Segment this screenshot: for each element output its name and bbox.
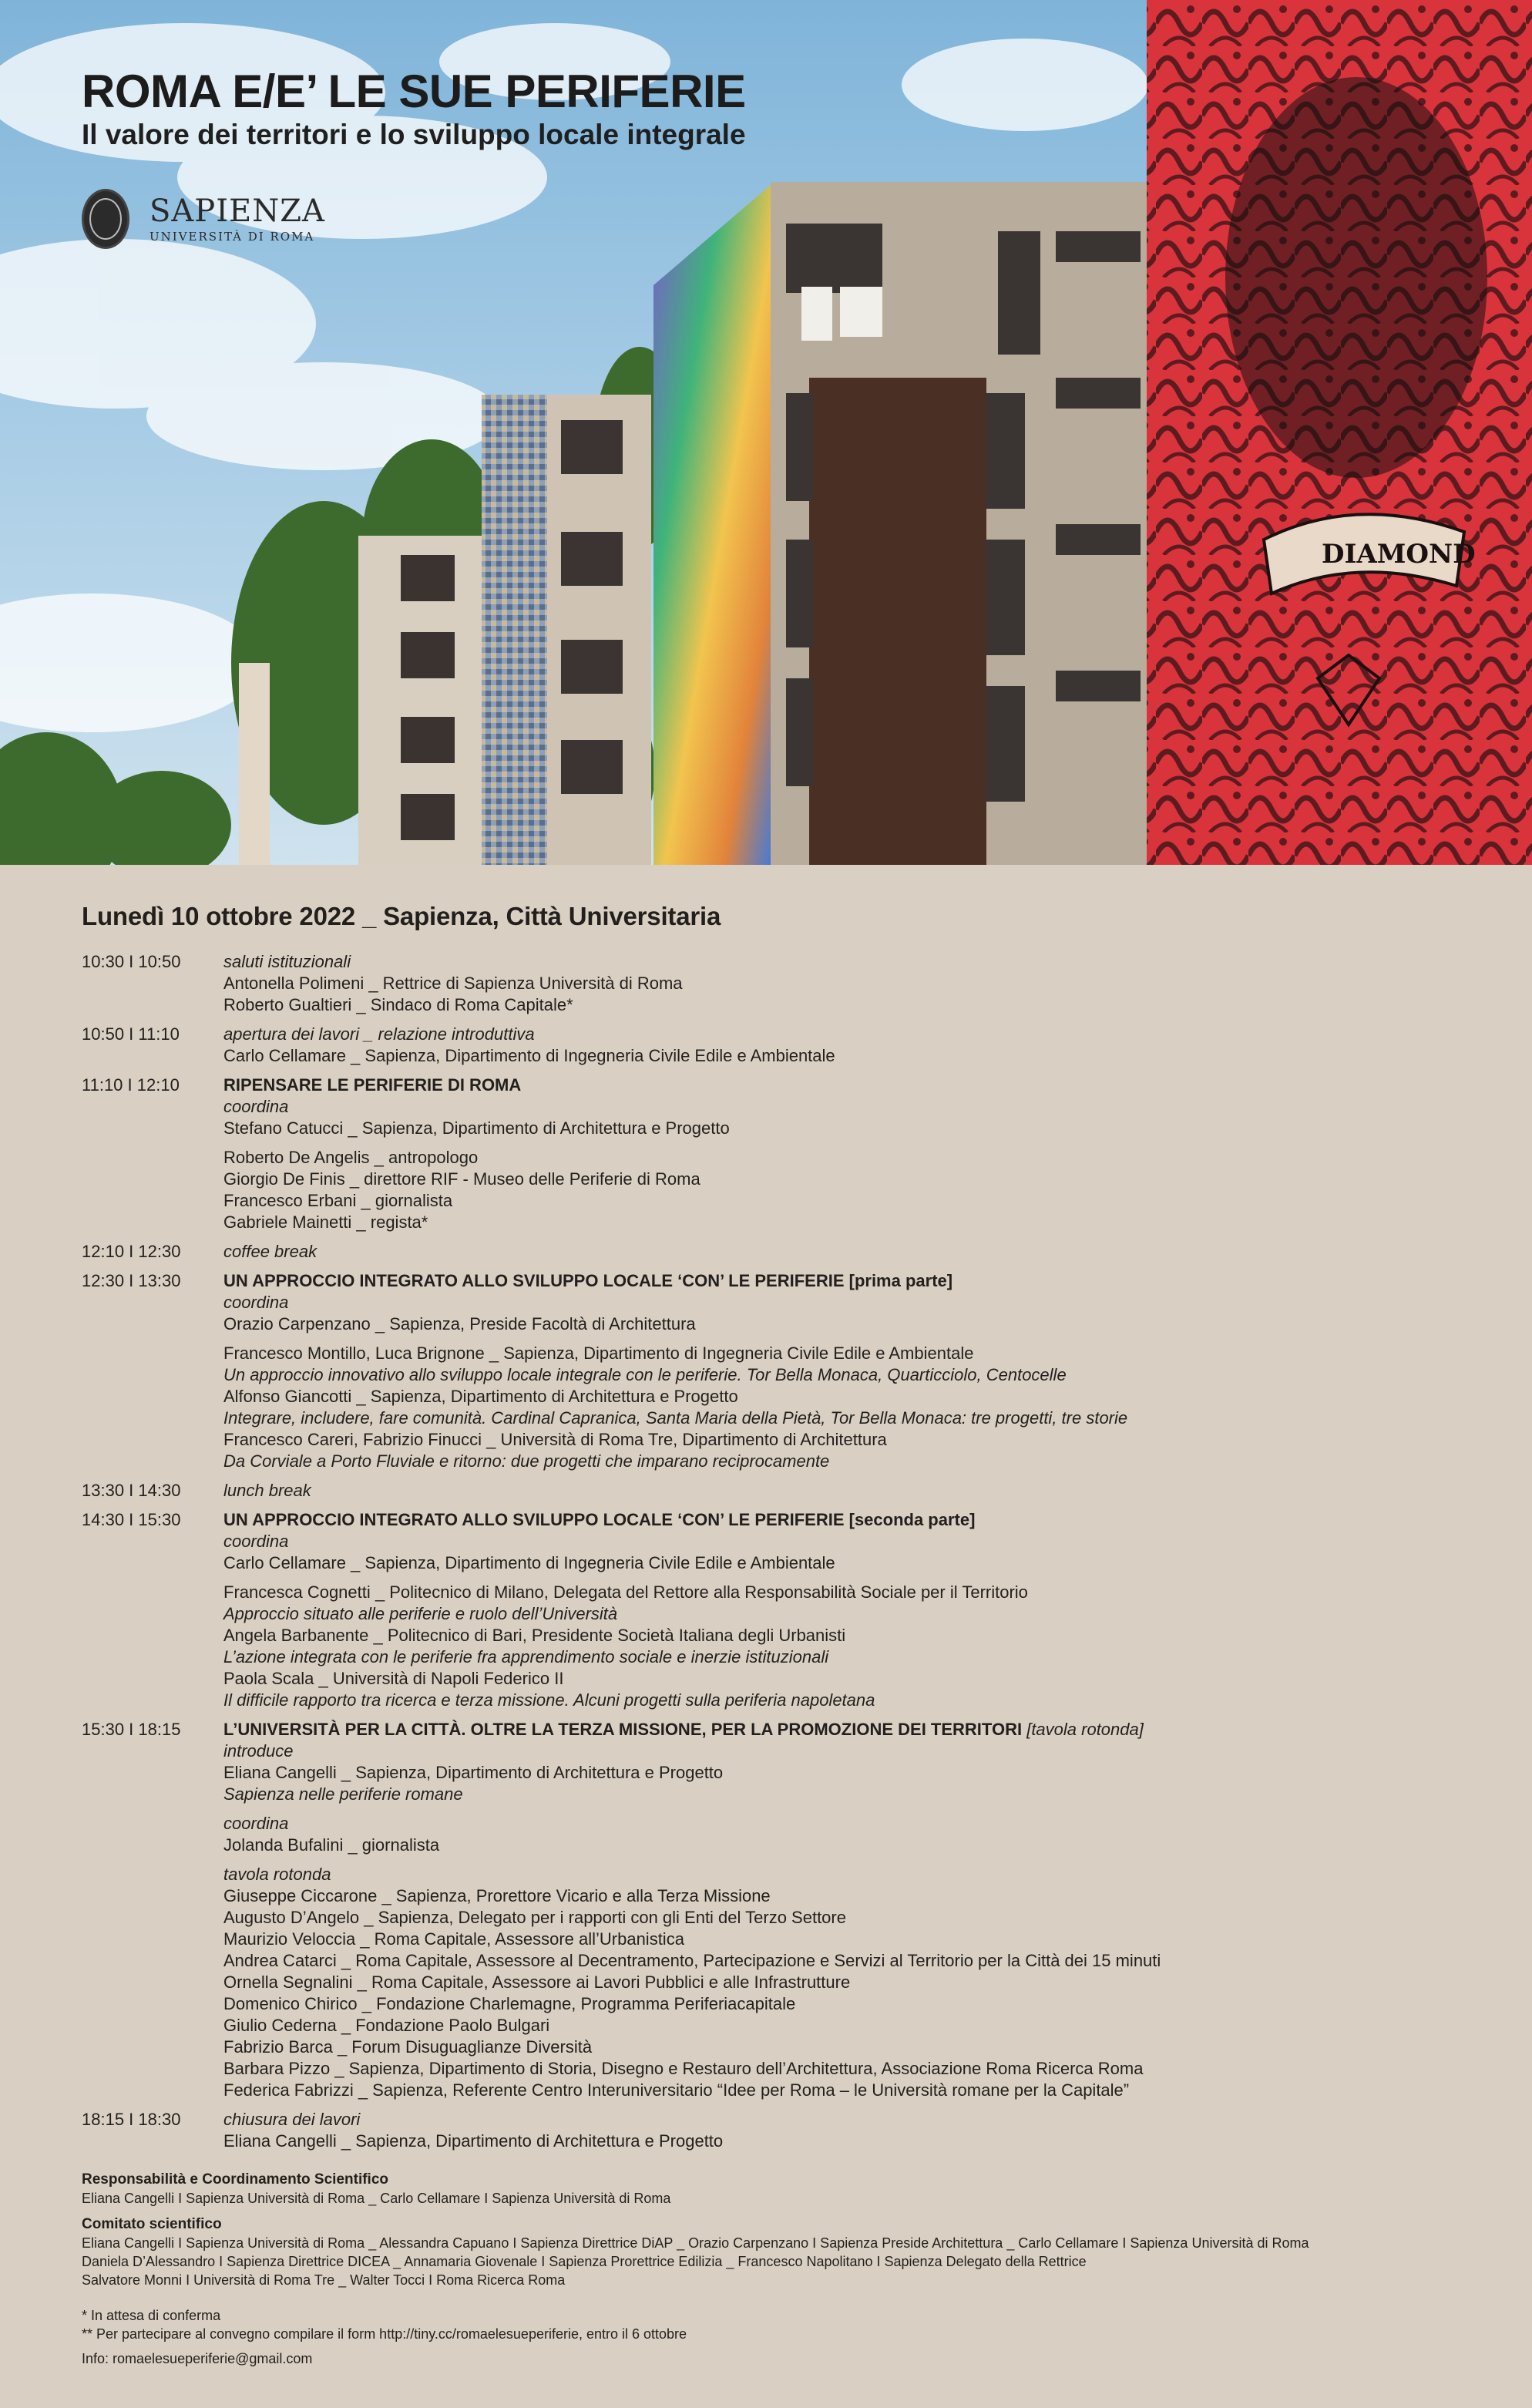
session: [82, 1075, 1500, 1233]
speaker: Carlo Cellamare _ Sapienza, Dipartimento di Ingegneria Civile Edile e Ambientale: [223, 1553, 835, 1572]
speaker: Barbara Pizzo _ Sapienza, Dipartimento di Storia, Disegno e Restauro dell’Architettura, Associazione Roma Ricerca Roma: [223, 2059, 1144, 2078]
session-time: 13:30 I 14:30: [82, 1481, 181, 1500]
speaker: Roberto De Angelis _ antropologo: [223, 1148, 479, 1167]
page-subtitle: Il valore dei territori e lo sviluppo locale integrale: [82, 119, 746, 150]
speaker: Antonella Polimeni _ Rettrice di Sapienza Università di Roma: [223, 974, 683, 993]
committee-line: Eliana Cangelli I Sapienza Università di Roma _ Alessandra Capuano I Sapienza Direttrice DiAP _ Orazio Carpenzano I Sapienza Preside Architettura _ Carlo Cellamare I Sapienza Università di Roma: [82, 2235, 1309, 2251]
speaker: Francesca Cognetti _ Politecnico di Milano, Delegata del Rettore alla Responsabilità Sociale per il Territorio: [223, 1582, 1028, 1602]
university-seal-icon: [82, 189, 129, 249]
speaker: Gabriele Mainetti _ regista*: [223, 1212, 428, 1232]
responsibility-line: Eliana Cangelli I Sapienza Università di Roma _ Carlo Cellamare I Sapienza Università di Roma: [82, 2191, 671, 2206]
logo-subtitle: UNIVERSITÀ DI ROMA: [150, 229, 315, 244]
speaker: Augusto D’Angelo _ Sapienza, Delegato per i rapporti con gli Enti del Terzo Settore: [223, 1908, 846, 1927]
speaker: Jolanda Bufalini _ giornalista: [223, 1835, 440, 1855]
session-heading-text: L’UNIVERSITÀ PER LA CITTÀ. OLTRE LA TERZA MISSIONE, PER LA PROMOZIONE DEI TERRITORI: [223, 1720, 1023, 1739]
session-time: 14:30 I 15:30: [82, 1510, 181, 1529]
session-heading: UN APPROCCIO INTEGRATO ALLO SVILUPPO LOCALE ‘CON’ LE PERIFERIE [seconda parte]: [223, 1510, 976, 1529]
speaker: Francesco Montillo, Luca Brignone _ Sapienza, Dipartimento di Ingegneria Civile Edile e Ambientale: [223, 1344, 974, 1363]
talk-title: Da Corviale a Porto Fluviale e ritorno: due progetti che imparano reciprocamente: [223, 1451, 830, 1471]
speaker: Giuseppe Ciccarone _ Sapienza, Prorettore Vicario e alla Terza Missione: [223, 1886, 771, 1905]
hero-photo: [0, 0, 1532, 865]
session-role: introduce: [223, 1741, 294, 1761]
contact-email: Info: romaelesueperiferie@gmail.com: [82, 2351, 313, 2366]
responsibility-heading: Responsabilità e Coordinamento Scientifico: [82, 2171, 389, 2188]
session-role: chiusura dei lavori: [223, 2110, 361, 2129]
sapienza-logo: [82, 187, 325, 251]
session: [82, 1719, 1500, 2101]
event-date: Lunedì 10 ottobre 2022 _ Sapienza, Città Universitaria: [82, 902, 721, 930]
page-title: ROMA E/E’ LE SUE PERIFERIE: [82, 66, 746, 117]
session-heading-format: [tavola rotonda]: [1026, 1720, 1144, 1739]
session: [82, 1270, 1500, 1472]
speaker: Alfonso Giancotti _ Sapienza, Dipartimento di Architettura e Progetto: [223, 1387, 738, 1406]
speaker: Eliana Cangelli _ Sapienza, Dipartimento di Architettura e Progetto: [223, 2131, 724, 2151]
session-heading: [223, 1719, 1500, 1740]
session-role: apertura dei lavori _ relazione introduttiva: [223, 1024, 535, 1044]
speaker: Stefano Catucci _ Sapienza, Dipartimento di Architettura e Progetto: [223, 1118, 730, 1138]
speaker: Carlo Cellamare _ Sapienza, Dipartimento di Ingegneria Civile Edile e Ambientale: [223, 1046, 835, 1065]
speaker: Domenico Chirico _ Fondazione Charlemagne, Programma Periferiacapitale: [223, 1994, 796, 2013]
session-role: saluti istituzionali: [223, 952, 351, 971]
speaker: Francesco Careri, Fabrizio Finucci _ Università di Roma Tre, Dipartimento di Architettura: [223, 1430, 887, 1449]
talk-title: L’azione integrata con le periferie fra apprendimento sociale e inerzie istituzionali: [223, 1647, 829, 1666]
speaker: Federica Fabrizzi _ Sapienza, Referente Centro Interuniversitario “Idee per Roma – le Università romane per la Capitale”: [223, 2080, 1130, 2100]
speaker: Eliana Cangelli _ Sapienza, Dipartimento di Architettura e Progetto: [223, 1763, 724, 1782]
speaker: Orazio Carpenzano _ Sapienza, Preside Facoltà di Architettura: [223, 1314, 696, 1333]
speaker: Andrea Catarci _ Roma Capitale, Assessore al Decentramento, Partecipazione e Servizi al Territorio per la Città dei 15 minuti: [223, 1951, 1161, 1970]
session: [82, 2109, 1500, 2152]
speaker: Angela Barbanente _ Politecnico di Bari, Presidente Società Italiana degli Urbanisti: [223, 1626, 846, 1645]
session-time: 10:50 I 11:10: [82, 1024, 180, 1044]
speaker: Giulio Cederna _ Fondazione Paolo Bulgari: [223, 2016, 550, 2035]
footer: [82, 2171, 1515, 2368]
speaker: Francesco Erbani _ giornalista: [223, 1191, 453, 1210]
speaker: Giorgio De Finis _ direttore RIF - Museo delle Periferie di Roma: [223, 1169, 700, 1189]
session-heading: RIPENSARE LE PERIFERIE DI ROMA: [223, 1075, 522, 1095]
program: [82, 902, 1500, 2160]
talk-title: Approccio situato alle periferie e ruolo dell’Università: [223, 1604, 618, 1623]
session-role: coordina: [223, 1097, 289, 1116]
session-heading: UN APPROCCIO INTEGRATO ALLO SVILUPPO LOCALE ‘CON’ LE PERIFERIE [prima parte]: [223, 1271, 953, 1290]
speaker: Maurizio Veloccia _ Roma Capitale, Assessore all’Urbanistica: [223, 1929, 684, 1949]
session-time: 12:10 I 12:30: [82, 1242, 181, 1261]
session-time: 18:15 I 18:30: [82, 2110, 181, 2129]
session-role: coordina: [223, 1532, 289, 1551]
speaker: Roberto Gualtieri _ Sindaco di Roma Capitale*: [223, 995, 573, 1014]
session: [82, 1024, 1500, 1067]
committee-line: Daniela D’Alessandro I Sapienza Direttrice DICEA _ Annamaria Giovenale I Sapienza Prorettrice Edilizia _ Francesco Napolitano I Sapienza Delegato della Rettrice: [82, 2254, 1087, 2269]
session-role: tavola rotonda: [223, 1865, 331, 1884]
session-time: 12:30 I 13:30: [82, 1271, 181, 1290]
session-time: 15:30 I 18:15: [82, 1720, 181, 1739]
session: [82, 1241, 1500, 1263]
talk-title: Un approccio innovativo allo sviluppo locale integrale con le periferie. Tor Bella Monaca, Quarticciolo, Centocelle: [223, 1365, 1067, 1384]
speaker: Fabrizio Barca _ Forum Disuguaglianze Diversità: [223, 2037, 593, 2057]
footnote-registration: ** Per partecipare al convegno compilare il form http://tiny.cc/romaelesueperiferie, entro il 6 ottobre: [82, 2326, 687, 2342]
mural-diamond-text: DIAMOND: [1322, 539, 1476, 570]
session-role: coordina: [223, 1814, 289, 1833]
session: [82, 1480, 1500, 1502]
talk-title: Sapienza nelle periferie romane: [223, 1784, 463, 1804]
session-role: coffee break: [223, 1242, 317, 1261]
talk-title: Il difficile rapporto tra ricerca e terza missione. Alcuni progetti sulla periferia napoletana: [223, 1690, 875, 1710]
committee-line: Salvatore Monni I Università di Roma Tre _ Walter Tocci I Roma Ricerca Roma: [82, 2272, 566, 2288]
speaker: Ornella Segnalini _ Roma Capitale, Assessore ai Lavori Pubblici e alle Infrastrutture: [223, 1972, 851, 1992]
session-role: coordina: [223, 1293, 289, 1312]
session-time: 11:10 I 12:10: [82, 1075, 180, 1095]
committee-heading: Comitato scientifico: [82, 2216, 222, 2232]
talk-title: Integrare, includere, fare comunità. Cardinal Capranica, Santa Maria della Pietà, Tor Bella Monaca: tre progetti, tre storie: [223, 1408, 1128, 1428]
session: [82, 1509, 1500, 1711]
session-role: lunch break: [223, 1481, 311, 1500]
speaker: Paola Scala _ Università di Napoli Federico II: [223, 1669, 564, 1688]
session: [82, 951, 1500, 1016]
session-time: 10:30 I 10:50: [82, 952, 181, 971]
footnote-confirmation: * In attesa di conferma: [82, 2308, 221, 2323]
logo-name: SAPIENZA: [150, 193, 325, 229]
